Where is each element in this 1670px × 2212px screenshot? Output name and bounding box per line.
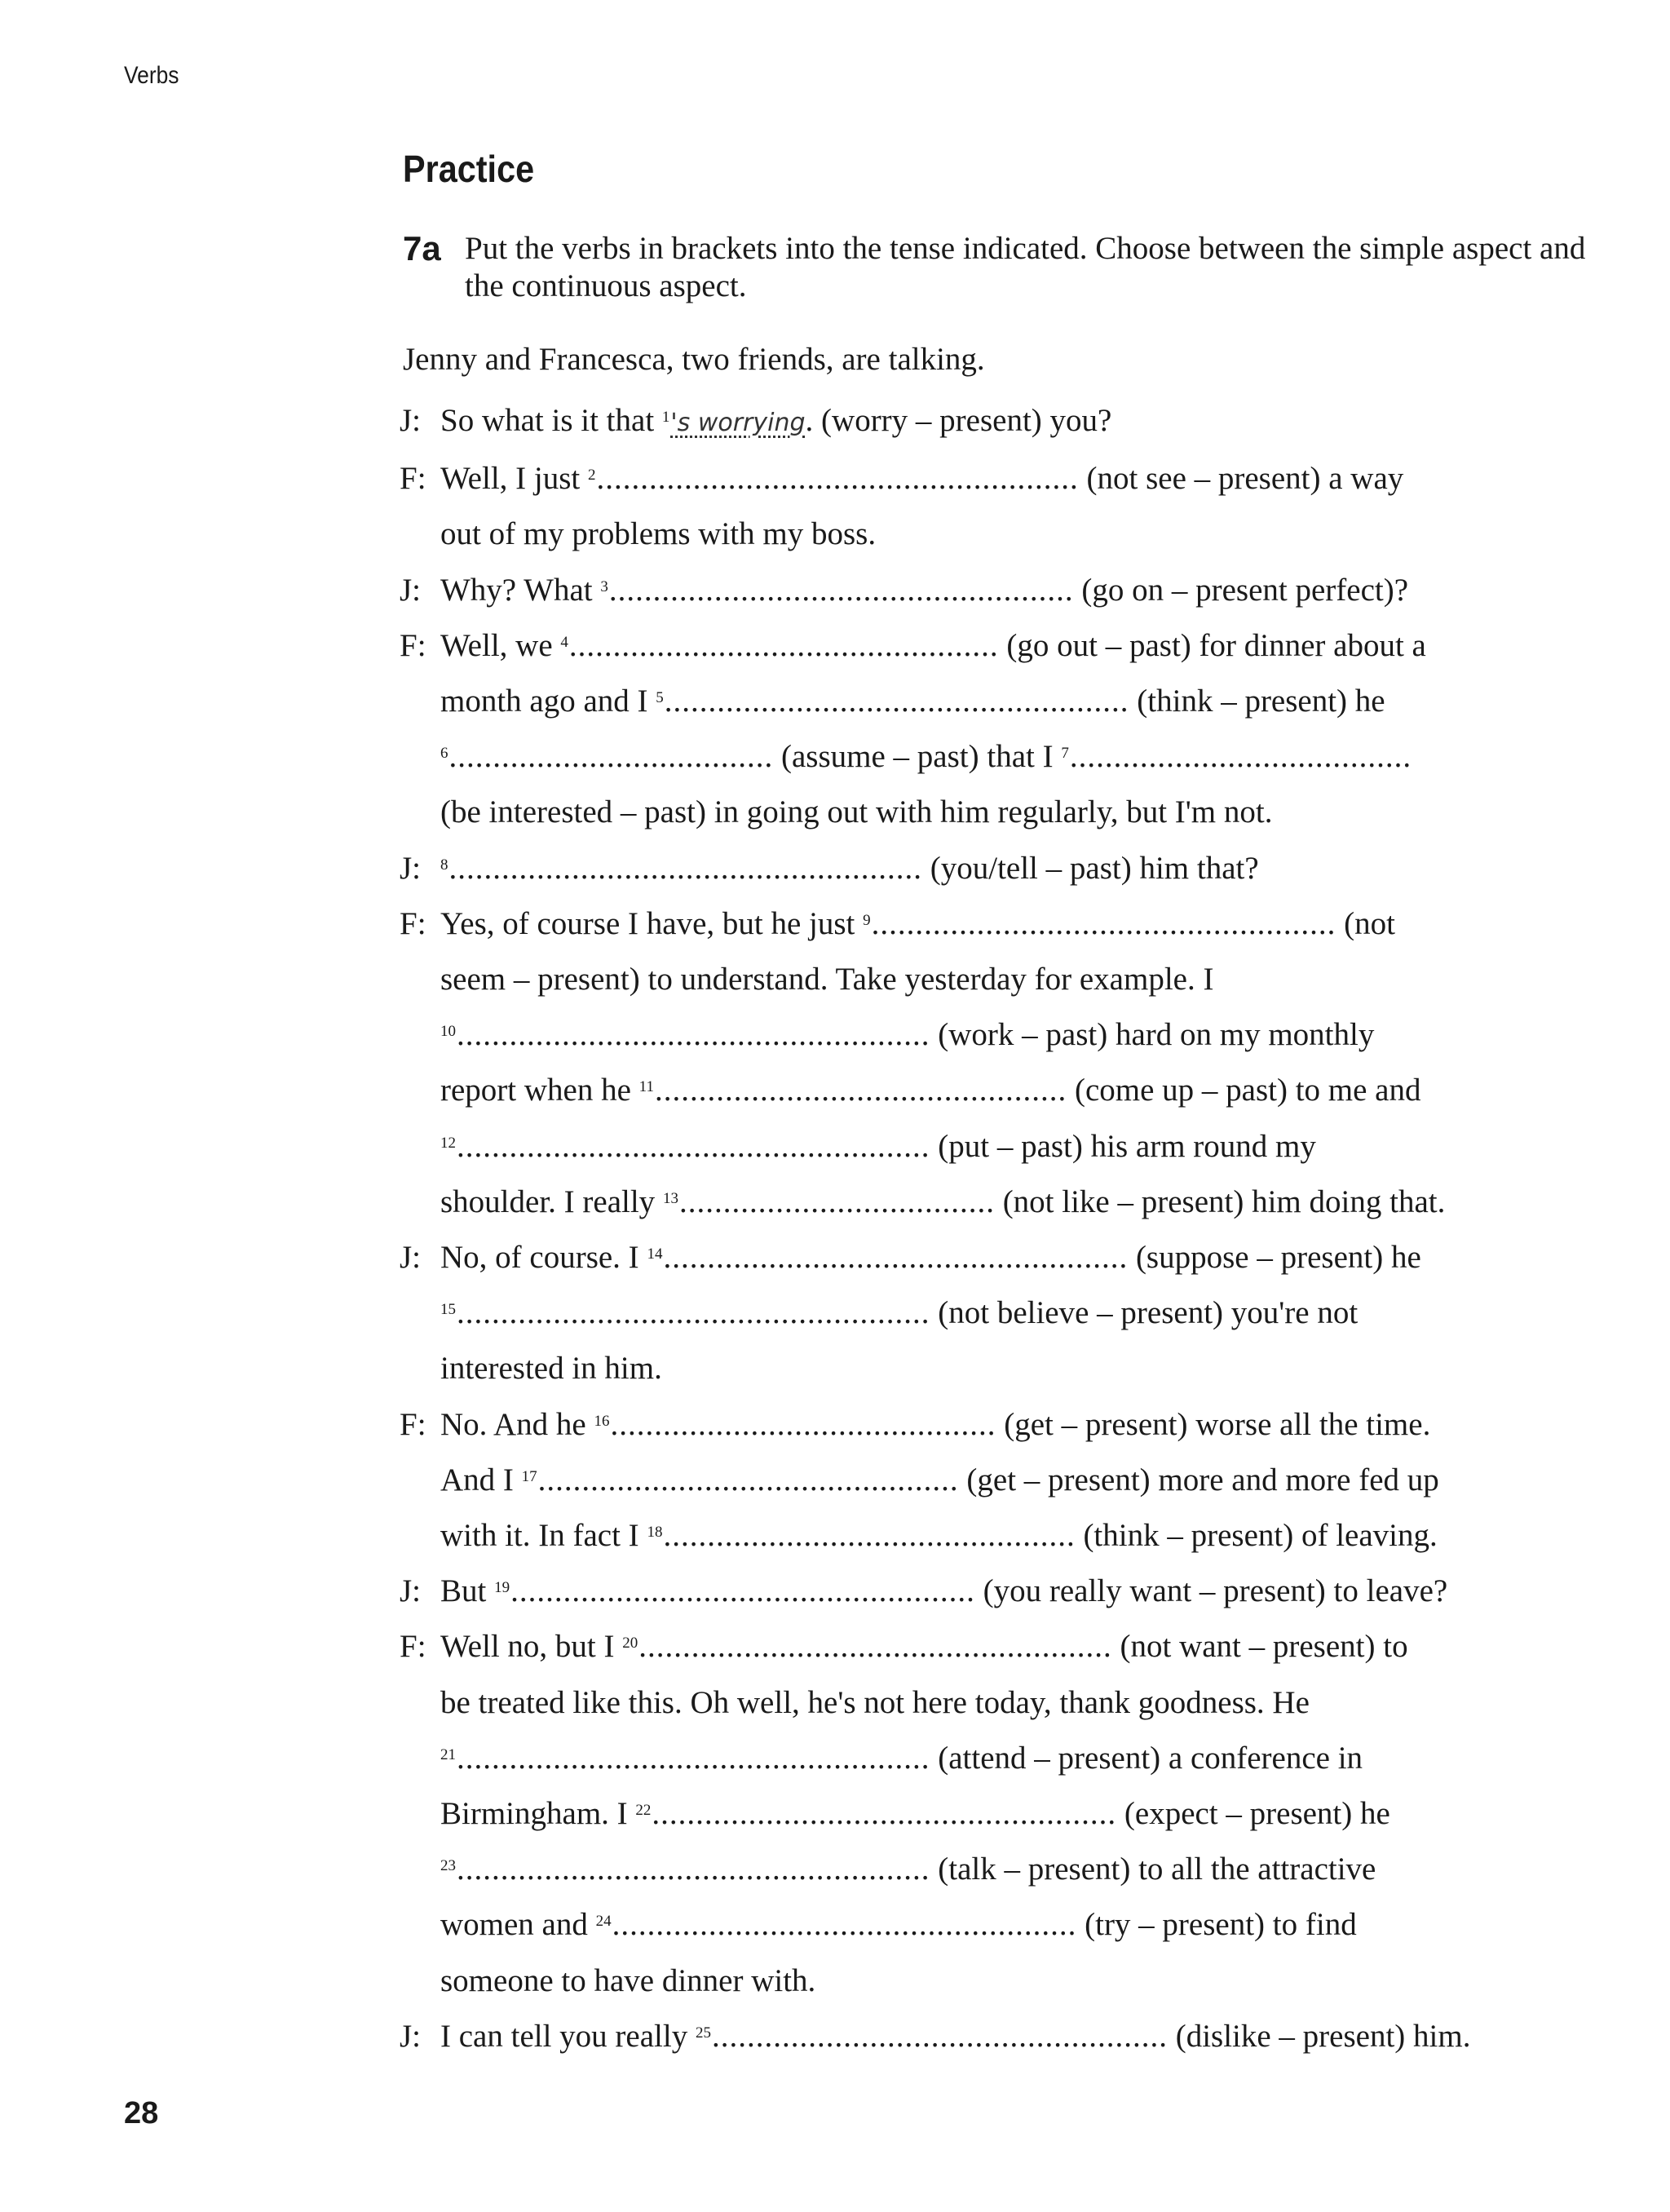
dialogue-turn (400, 393, 1598, 451)
speaker-label: F: (400, 461, 426, 497)
turn-text: No, of course. I $^{14}$..................................................... (suppose – present) he $^{15}$...................................................... (not believe – present) you're not interested in him. (440, 1240, 1421, 1387)
answer-gap[interactable]: ..................................................... (652, 1796, 1117, 1832)
answer-gap[interactable]: ..................................................... (608, 572, 1074, 608)
gap-number: 2 (588, 467, 596, 484)
dialogue-turn (400, 1564, 1598, 1619)
dialogue-turn (400, 451, 1598, 562)
answer-gap[interactable]: ............................................ (610, 1406, 996, 1442)
gap-number: 13 (662, 1189, 678, 1207)
turn-text: Well no, but I $^{20}$...................................................... (not want – present) to be treated like this. Oh well, he's not here today, thank goodness. He $^{21}$...................................................... (attend – present) a conference in Birmingham. I $^{22}$..................................................... (expect – present) he $^{23}$...................................................... (talk – present) to all the attractive women and $^{24}$..................................................... (try – present) to find someone to have dinner with. (440, 1629, 1408, 1998)
answer-gap[interactable]: ................................................ (537, 1462, 959, 1498)
gap-number: 21 (440, 1745, 456, 1763)
gap-number: 14 (647, 1245, 663, 1263)
dialogue (400, 393, 1598, 2064)
answer-gap[interactable]: ..................................................... (664, 684, 1129, 719)
speaker-label: J: (400, 850, 422, 886)
turn-text: No. And he $^{16}$............................................ (get – present) worse all the time. And I $^{17}$................................................ (get – present) more and more fed up with it. In fact I $^{18}$............................................... (think – present) of leaving. (440, 1406, 1439, 1554)
gap-number: 18 (647, 1524, 663, 1542)
gap-number: 20 (622, 1635, 638, 1652)
turn-text: $^8$...................................................... (you/tell – past) him that? (440, 850, 1259, 886)
speaker-label: F: (400, 1629, 426, 1665)
turn-text: I can tell you really $^{25}$.................................................... (dislike – present) him. (440, 2018, 1471, 2054)
speaker-label: J: (400, 1240, 422, 1276)
dialogue-intro: Jenny and Francesca, two friends, are talking. (403, 342, 985, 377)
turn-text: Well, I just $^2$....................................................... (not see – present) a way out of my problems with my boss. (440, 461, 1404, 552)
answer-gap[interactable]: ...................................................... (457, 1851, 930, 1887)
gap-number: 5 (656, 689, 664, 707)
gap-number: 17 (521, 1467, 537, 1485)
answer-gap[interactable]: ...................................................... (457, 1128, 930, 1164)
gap-number: 4 (560, 633, 568, 651)
gap-number: 8 (440, 856, 448, 874)
gap-number: 12 (440, 1134, 456, 1152)
dialogue-turn (400, 618, 1598, 841)
answer-gap[interactable]: ............................................... (663, 1518, 1076, 1554)
gap-number: 15 (440, 1301, 456, 1319)
page-heading: Practice (403, 148, 535, 190)
answer-gap[interactable]: ..................................................... (510, 1573, 975, 1609)
turn-text: Yes, of course I have, but he just $^9$..................................................... (not seem – present) to understand. Take yesterday for example. I $^{10}$...................................................... (work – past) hard on my monthly report when he $^{11}$............................................... (come up – past) to me and $^{12}$...................................................... (put – past) his arm round my shoulder. I really $^{13}$.................................... (not like – present) him doing that. (440, 905, 1446, 1219)
gap-number: 24 (595, 1913, 612, 1931)
answer-gap[interactable]: ...................................................... (457, 1017, 930, 1053)
answer-gap[interactable]: ..................................................... (871, 905, 1336, 941)
answer-gap[interactable]: ..................................................... (612, 1907, 1077, 1943)
speaker-label: J: (400, 572, 422, 608)
gap-number: 3 (600, 577, 608, 595)
answer-gap[interactable]: ..................................... (448, 739, 774, 775)
gap-number: 11 (638, 1078, 654, 1096)
dialogue-turn (400, 563, 1598, 618)
gap-number: 1 (661, 409, 670, 426)
dialogue-turn (400, 2009, 1598, 2064)
answer-gap[interactable]: ....................................................... (596, 461, 1079, 497)
gap-number: 16 (594, 1412, 610, 1430)
speaker-label: J: (400, 2018, 422, 2054)
answer-gap[interactable]: .................................................... (711, 2018, 1168, 2054)
exercise-number: 7a (403, 229, 441, 268)
answer-gap[interactable]: ...................................................... (457, 1740, 930, 1776)
turn-text: Well, we $^4$................................................. (go out – past) for dinner about a month ago and I $^5$..................................................... (think – present) he $^6$..................................... (assume – past) that I $^7$....................................... (be interested – past) in going out with him regularly, but I'm not. (440, 627, 1426, 830)
gap-number: 19 (494, 1579, 510, 1597)
page-number: 28 (124, 2096, 159, 2130)
speaker-label: F: (400, 1406, 426, 1442)
gap-number: 10 (440, 1023, 456, 1041)
turn-text: Why? What $^3$..................................................... (go on – present perfect)? (440, 572, 1409, 608)
gap-number: 23 (440, 1857, 456, 1875)
dialogue-turn (400, 841, 1598, 896)
speaker-label: F: (400, 627, 426, 663)
answer-gap[interactable]: ...................................................... (448, 850, 922, 886)
answer-gap[interactable]: ................................................. (568, 627, 999, 663)
gap-number: 25 (695, 2024, 711, 2042)
dialogue-turn (400, 1397, 1598, 1564)
answer-gap[interactable]: ...................................................... (457, 1295, 930, 1331)
gap-number: 6 (440, 745, 448, 763)
answer-gap[interactable]: ....................................... (1069, 739, 1412, 775)
exercise-instruction-text: Put the verbs in brackets into the tense indicated. Choose between the simple aspect and the continuous aspect. (465, 231, 1586, 303)
answer-gap[interactable]: ...................................................... (638, 1629, 1112, 1665)
running-header-section: Verbs (124, 62, 179, 89)
gap-number: 9 (863, 911, 871, 929)
speaker-label: F: (400, 905, 426, 941)
exercise-instruction (403, 230, 1602, 305)
dialogue-turn (400, 1230, 1598, 1397)
answer-gap[interactable]: .................................... (678, 1183, 995, 1219)
dialogue-turn (400, 896, 1598, 1230)
gap-number: 7 (1061, 745, 1069, 763)
dialogue-turn (400, 1619, 1598, 2008)
answer-gap[interactable]: ............................................... (654, 1073, 1067, 1108)
gap-number: 22 (635, 1802, 652, 1820)
speaker-label: J: (400, 403, 422, 438)
answer-gap[interactable]: ..................................................... (663, 1240, 1129, 1276)
example-answer: 's worrying (670, 409, 806, 437)
turn-text: So what is it that $^1$'s worrying. (worry – present) you? (440, 403, 1112, 438)
speaker-label: J: (400, 1573, 422, 1609)
turn-text: But $^{19}$..................................................... (you really want – present) to leave? (440, 1573, 1448, 1609)
